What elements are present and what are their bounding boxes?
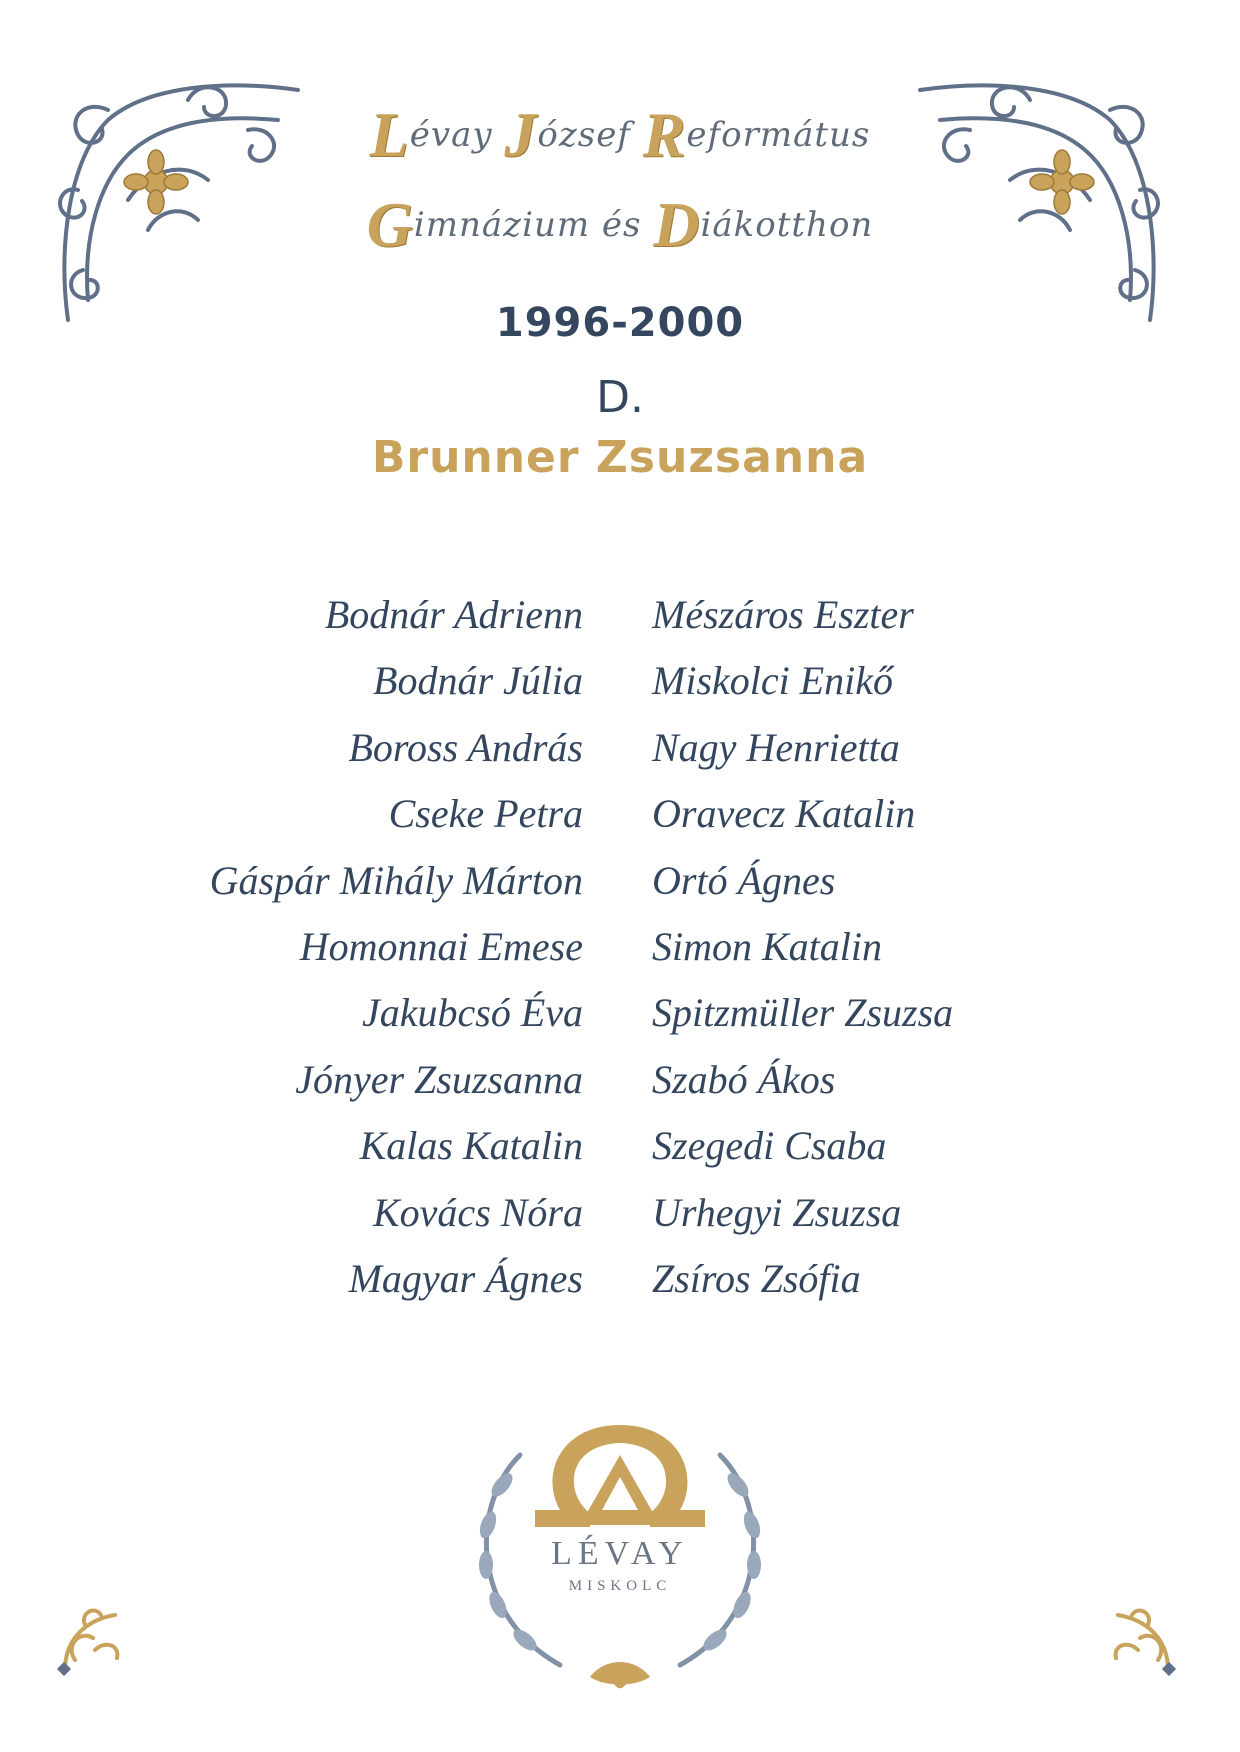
student-name: Urhegyi Zsuzsa: [652, 1189, 902, 1235]
student-name: Gáspár Mihály Márton: [209, 857, 583, 903]
school-word: Gimnázium és: [366, 189, 642, 260]
student-column-left: [210, 582, 583, 1312]
class-years: 1996-2000: [495, 300, 745, 346]
class-letter: D.: [596, 372, 644, 423]
student-name: Bodnár Júlia: [373, 658, 583, 704]
school-name-line1: [320, 98, 920, 172]
fleur-de-lis-ornament-icon: [1098, 1600, 1178, 1680]
fleur-de-lis-ornament-icon: [55, 1600, 135, 1680]
logo-name: LÉVAY: [551, 1535, 689, 1572]
school-word: József: [504, 99, 631, 170]
student-name: Oravecz Katalin: [652, 791, 916, 837]
logo-city: MISKOLC: [568, 1578, 672, 1594]
student-name: Mészáros Eszter: [652, 592, 914, 637]
student-column-right: [652, 582, 953, 1312]
student-name: Magyar Ágnes: [348, 1255, 583, 1301]
class-teacher: Brunner Zsuzsanna: [371, 432, 869, 483]
student-name: Szabó Ákos: [652, 1056, 836, 1102]
student-name: Boross András: [348, 724, 583, 770]
student-name: Cseke Petra: [388, 791, 583, 837]
school-name-line2: [320, 188, 920, 262]
student-name: Homonnai Emese: [299, 923, 583, 969]
student-name: Kalas Katalin: [359, 1123, 583, 1169]
student-name: Nagy Henrietta: [652, 724, 900, 770]
school-word: Református: [642, 99, 871, 170]
student-name: Jónyer Zsuzsanna: [295, 1056, 583, 1102]
student-name: Jakubcsó Éva: [361, 990, 583, 1036]
student-name: Miskolci Enikő: [652, 658, 894, 704]
student-name: Kovács Nóra: [373, 1189, 583, 1235]
student-name: Spitzmüller Zsuzsa: [652, 990, 954, 1036]
student-name: Simon Katalin: [652, 923, 883, 969]
student-name: Szegedi Csaba: [652, 1123, 887, 1169]
school-word: Lévay: [369, 99, 493, 170]
student-name: Zsíros Zsófia: [652, 1255, 861, 1301]
student-name: Ortó Ágnes: [652, 857, 836, 903]
student-name: Bodnár Adrienn: [324, 592, 583, 637]
school-word: Diákotthon: [653, 189, 874, 260]
